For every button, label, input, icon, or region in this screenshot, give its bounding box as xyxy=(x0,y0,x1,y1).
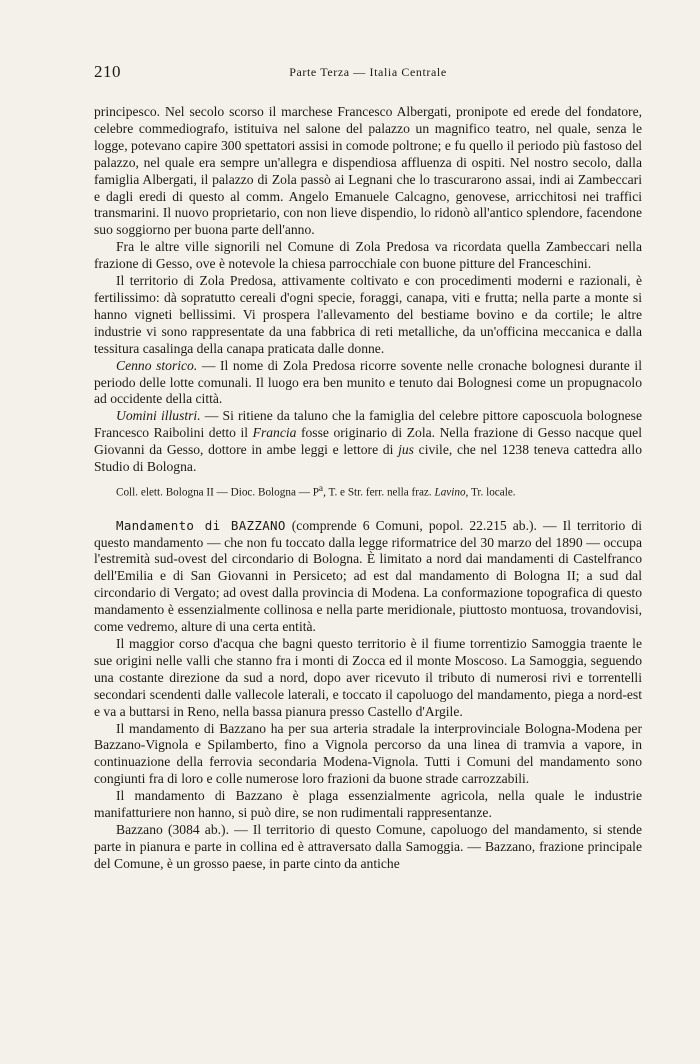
page-body xyxy=(94,104,642,873)
jus-term: jus xyxy=(398,442,414,458)
uomini-illustri-text-c: civile, che nel 1238 teneva cattedra allo Studio di Bologna. xyxy=(94,442,642,475)
paragraph-bazzano-comune: Bazzano (3084 ab.). — Il territorio di questo Comune, capoluogo del mandamento, si stende parte in pianura e parte in collina ed è attraversato dalla Samoggia. — Bazzano, frazione principale del Comune, è un grosso paese, in parte cinto da antiche xyxy=(94,821,642,871)
mandamento-text: (comprende 6 Comuni, popol. 22.215 ab.). — Il territorio di questo mandamento — che non fu toccato dalla legge riformatrice del 30 marzo del 1890 — occupa l'estremità sud-ovest del circondario di Bologna. È limitato a nord dai mandamenti di Castelfranco dell'Emilia e di San Giovanni in Persiceto; ad est dal mandamento di Bologna II; a sud dal circondario di Vergato; ad ovest dalla provincia di Modena. La conformazione topografica di questo mandamento è essenzialmente collinosa e nella parte meridionale, piuttosto montuosa, trovandovisi, come vedremo, alture di una certa entità. xyxy=(94,517,642,635)
paragraph-samoggia: Il maggior corso d'acqua che bagni questo territorio è il fiume torrentizio Samoggia traente le sue origini nelle valli che stanno fra i monti di Zocca ed il monte Moscoso. La Samoggia, seguendo una costante direzione da sud a nord, dopo aver ricevuto il tributo di numerosi rivi e torrentelli secondari scendenti dalle vallecole laterali, e toccato il capoluogo del mandamento, piega a nord-est e va a buttarsi in Reno, nella bassa pianura presso Castello d'Argile. xyxy=(94,636,642,719)
uomini-illustri-text-a: — Si ritiene da taluno che la famiglia del celebre pittore caposcuola bolognese Francesco Raibolini detto il xyxy=(94,408,642,441)
coll-text-c: Tr. locale. xyxy=(468,486,516,499)
uomini-illustri-label: Uomini illustri. xyxy=(116,408,201,424)
mandamento-heading: Mandamento di BAZZANO xyxy=(116,517,286,533)
electoral-info-line xyxy=(94,482,642,500)
cenno-storico-label: Cenno storico. xyxy=(116,357,198,373)
paragraph-agricola: Il mandamento di Bazzano è plaga essenzialmente agricola, nella quale le industrie manifatturiere non hanno, si può dire, se non rudimentali rappresentanze. xyxy=(94,788,642,821)
francia-term: Francia xyxy=(252,425,297,441)
lavino-term: Lavino, xyxy=(434,486,469,499)
uomini-illustri-text-b: fosse originario di Zola. Nella frazione di Gesso nacque quel Giovanni da Gesso, dottore in ambe leggi e lettore di xyxy=(94,425,642,458)
paragraph-ville-signorili: Fra le altre ville signorili nel Comune di Zola Predosa va ricordata quella Zambeccari nella frazione di Gesso, ove è notevole la chiesa parrocchiale con buone pitture del Franceschini. xyxy=(94,239,642,272)
cenno-storico-text: — Il nome di Zola Predosa ricorre sovente nelle cronache bolognesi durante il periodo delle lotte comunali. Il luogo era ben munito e tenuto dai Bolognesi come un propugnacolo ad occidente della città. xyxy=(94,357,642,407)
running-title: Parte Terza — Italia Centrale xyxy=(289,65,447,79)
paragraph-mandamento-bazzano xyxy=(94,518,642,636)
paragraph-territorio-zola: Il territorio di Zola Predosa, attivamente coltivato e con procedimenti moderni e razionali, è fertilissimo: dà sopratutto cereali d'ogni specie, foraggi, canapa, viti e frutta; nella parte a monte si hanno vigneti bellissimi. Vi prospera l'allevamento del bestiame bovino e da cortile; le altre industrie vi sono rappresentate da una fabbrica di reti metalliche, da un'officina meccanica e dalla tessitura casalinga della canapa praticata dalle donne. xyxy=(94,273,642,356)
paragraph-uomini-illustri xyxy=(94,408,642,476)
coll-text-a: Coll. elett. Bologna II — Dioc. Bologna — P xyxy=(116,486,319,499)
page-header xyxy=(94,62,642,84)
coll-text-b: , T. e Str. ferr. nella fraz. xyxy=(323,486,435,499)
page-number: 210 xyxy=(94,62,121,81)
paragraph-arteria-stradale: Il mandamento di Bazzano ha per sua arteria stradale la interprovinciale Bologna-Modena per Bazzano-Vignola e Spilamberto, fino a Vignola percorso da una linea di tramvia a vapore, in continuazione della ferrovia secondaria Modena-Vignola. Tutti i Comuni del mandamento sono congiunti fra di loro e colle numerose loro frazioni da buone strade carrozzabili. xyxy=(94,720,642,787)
coll-superscript: a xyxy=(318,483,324,494)
paragraph-palazzo-history: principesco. Nel secolo scorso il marchese Francesco Albergati, pronipote ed erede del fondatore, celebre commediografo, istituiva nel salone del palazzo un magnifico teatro, nel quale, senza le logge, potevano capire 300 spettatori assisi in comode poltrone; e fu quello il periodo più fastoso del palazzo, nel quale era sempre un'allegra e dispendiosa affluenza di ospiti. Nel nostro secolo, dalla famiglia Albergati, il palazzo di Zola passò ai Legnani che lo trascurarono assai, indi ai Zambeccari e dagli eredi di questo al comm. Angelo Emanuele Calcagno, genovese, arricchitosi nei traffici transmarini. Il nuovo proprietario, con non lieve dispendio, lo ridonò all'antico splendore, facendone suo soggiorno per buona parte dell'anno. xyxy=(94,104,642,238)
paragraph-cenno-storico xyxy=(94,358,642,409)
